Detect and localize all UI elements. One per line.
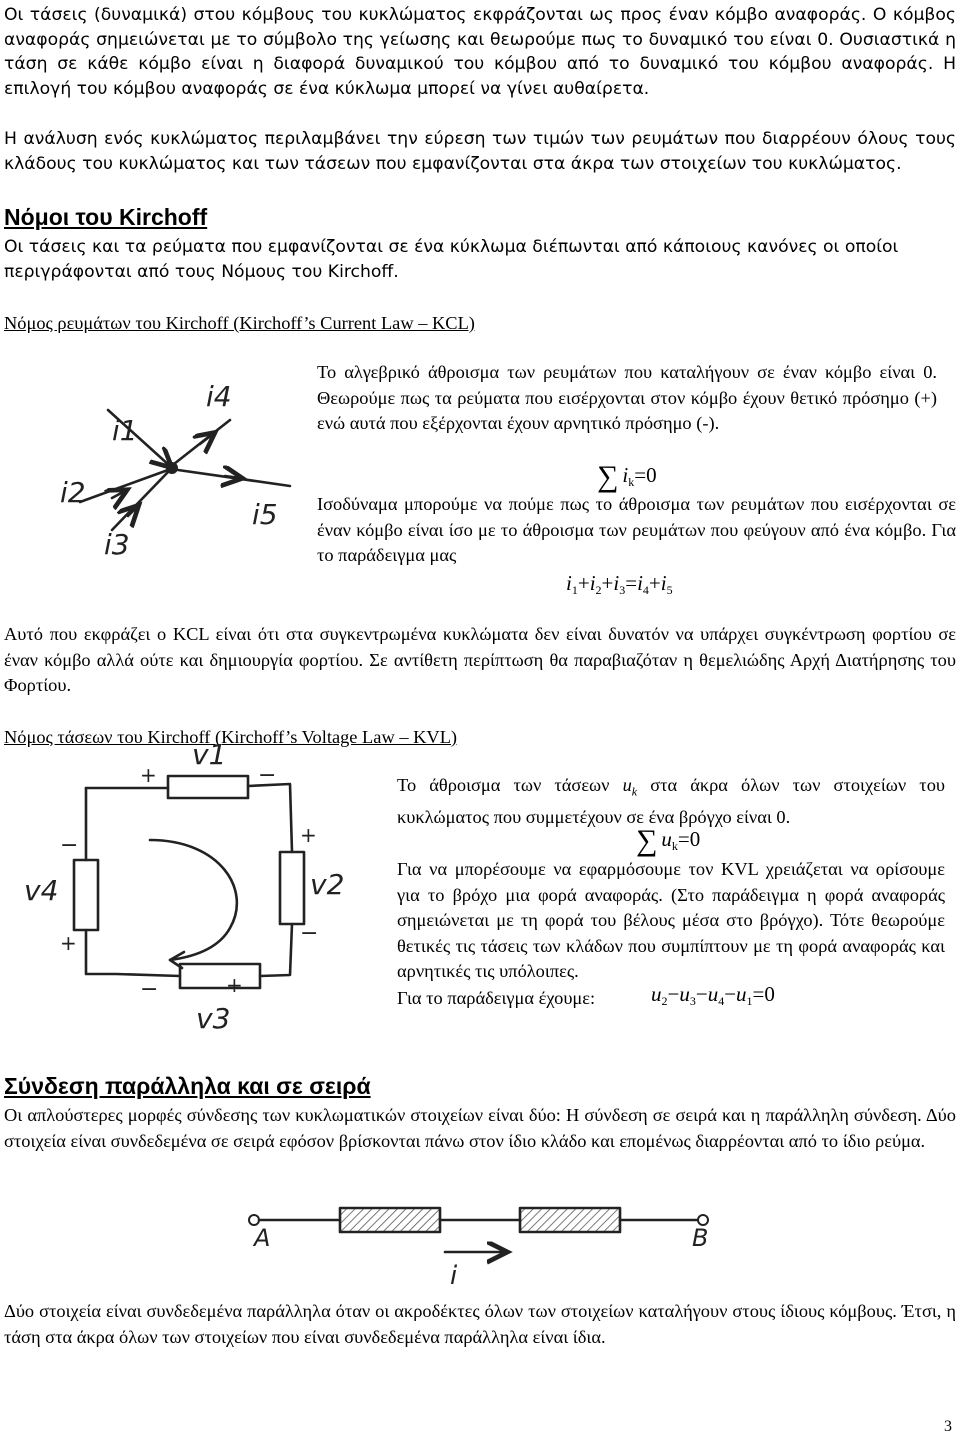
kvl-example-label: Για το παράδειγμα έχουμε: (397, 988, 596, 1008)
paragraph-circuit-analysis: Η ανάλυση ενός κυκλώματος περιλαμβάνει την εύρεση των τιμών των ρευμάτων που διαρρέουν όλους τους κλάδους του κυκλώματος και των τάσεων που εμφανίζονται στα άκρα των στοιχείων του κυκλώματος. (4, 129, 956, 174)
figure-label-i: i (450, 1261, 458, 1291)
kvl-text-after: στα άκρα όλων των στοιχείων του κυκλώματος που συμμετέχουν σε ένα βρόγχο είναι 0. (397, 775, 945, 828)
paragraph-parallel-connection: Δύο στοιχεία είναι συνδεδεμένα παράλληλα όταν οι ακροδέκτες όλων των στοιχείων καταλήγουν στους ίδιους κόμβους. Έτσι, η τάση στα άκρα όλων των στοιχείων που είναι συνδεδεμένα παράλληλα είναι ίδια. (4, 1301, 956, 1347)
equation-kcl-example: $i_1+i_2+i_3=i_4+i_5$ (566, 571, 673, 597)
figure-label-v1: v1 (192, 738, 227, 771)
figure-label-i2: i2 (60, 476, 86, 509)
page-number: 3 (944, 1418, 952, 1435)
svg-text:+: + (300, 823, 317, 847)
heading-kirchhoff-laws: Νόμοι του Kirchoff (4, 204, 208, 230)
svg-text:+: + (60, 931, 77, 955)
paragraph-kcl-equivalent: Ισοδύναμα μπορούμε να πούμε πως το άθροισμα των ρευμάτων που εισέρχονται σε έναν κόμβο είναι ίσο με το άθροισμα των ρευμάτων που φεύγουν από ένα κόμβο. Για το παράδειγμα μας (317, 494, 956, 565)
figure-label-B: B (692, 1224, 709, 1252)
kvl-loop-figure (20, 738, 360, 1040)
figure-label-i3: i3 (104, 528, 130, 561)
svg-text:+: + (226, 973, 243, 997)
heading-kcl: Νόμος ρευμάτων του Kirchoff (Kirchoff’s Current Law – KCL) (4, 313, 475, 333)
heading-series-parallel: Σύνδεση παράλληλα και σε σειρά (4, 1073, 371, 1099)
figure-label-v2: v2 (310, 868, 345, 901)
svg-text:−: − (300, 921, 319, 946)
figure-label-i5: i5 (252, 498, 278, 531)
paragraph-reference-node: Οι τάσεις (δυναμικά) στου κόμβους του κυκλώματος εκφράζονται ως προς έναν κόμβο αναφοράς. Ο κόμβος αναφοράς σημειώνεται με το σύμβολο της γείωσης και θεωρούμε πως το δυναμικό του είναι 0. Ουσιαστικά η τάση σε κάθε κόμβο είναι η διαφορά δυναμικού του κόμβου από το δυναμικό του κόμβου αναφοράς. Η επιλογή του κόμβου αναφοράς σε ένα κύκλωμα μπορεί να γίνει αυθαίρετα. (4, 5, 956, 99)
kcl-node-figure (20, 372, 320, 592)
svg-text:−: − (140, 977, 159, 1002)
svg-text:−: − (60, 833, 79, 858)
equation-kcl-sum: ∑ $i_k=0$ (597, 460, 657, 493)
figure-label-i4: i4 (206, 380, 232, 413)
figure-label-v3: v3 (196, 1002, 231, 1035)
series-connection-figure (240, 1196, 740, 1306)
equation-kvl-example: $u_2-u_3-u_4-u_1=0$ (651, 982, 775, 1008)
svg-text:+: + (140, 763, 157, 787)
paragraph-kirchhoff-intro: Οι τάσεις και τα ρεύματα που εμφανίζονται σε ένα κύκλωμα διέπωνται από κάποιους κανόνες οι οποίοι περιγράφονται από τους Νόμους του Kirchoff. (4, 237, 899, 282)
heading-kvl: Νόμος τάσεων του Kirchoff (Kirchoff’s Voltage Law – KVL) (4, 727, 458, 747)
figure-label-A: A (254, 1224, 271, 1252)
equation-kvl-sum: ∑ $u_k=0$ (636, 824, 701, 857)
paragraph-series-connection: Οι απλούστερες μορφές σύνδεσης των κυκλωματικών στοιχείων είναι δύο: Η σύνδεση σε σειρά και η παράλληλη σύνδεση. Δύο στοιχεία είναι συνδεδεμένα σε σειρά εφόσον βρίσκονται πάνω στον ίδιο κλάδο και επομένως διαρρέονται από το ίδιο ρεύμα. (4, 1105, 956, 1151)
figure-label-i1: i1 (112, 414, 138, 447)
paragraph-kcl-definition: Το αλγεβρικό άθροισμα των ρευμάτων που καταλήγουν σε έναν κόμβο είναι 0. Θεωρούμε πως τα ρεύματα που εισέρχονται στον κόμβο έχουν θετικό πρόσημο (+) ενώ αυτά που εξέρχονται έχουν αρνητικό πρόσημο (-). (317, 362, 937, 433)
svg-text:−: − (258, 763, 277, 788)
paragraph-kvl-reference: Για να μπορέσουμε να εφαρμόσουμε τον KVL χρειάζεται να ορίσουμε για το βρόχο μια φορά αναφοράς. (Στο παράδειγμα η φορά αναφοράς σημειώνεται με τη φορά του βέλους μέσα στο βρόγχο). Τότε θεωρούμε θετικές τις τάσεις των κλάδων που συμπίπτουν με τη φορά αναφοράς και αρνητικές τις υπόλοιπες. (397, 859, 945, 981)
paragraph-kcl-meaning: Αυτό που εκφράζει ο KCL είναι ότι στα συγκεντρωμένα κυκλώματα δεν είναι δυνατόν να υπάρχει συγκέντρωση φορτίου σε έναν κόμβο αλλά ούτε και δημιουργία φορτίου. Σε αντίθετη περίπτωση θα παραβιαζόταν η θεμελιώδης Αρχή Διατήρησης του Φορτίου. (4, 624, 956, 695)
kvl-text-before: Το άθροισμα των τάσεων (397, 775, 623, 795)
figure-label-v4: v4 (24, 874, 59, 907)
paragraph-kvl-definition: Το άθροισμα των τάσεων $u_k$ στα άκρα όλων των στοιχείων του κυκλώματος που συμμετέχουν σε ένα βρόγχο είναι 0. (397, 775, 945, 828)
